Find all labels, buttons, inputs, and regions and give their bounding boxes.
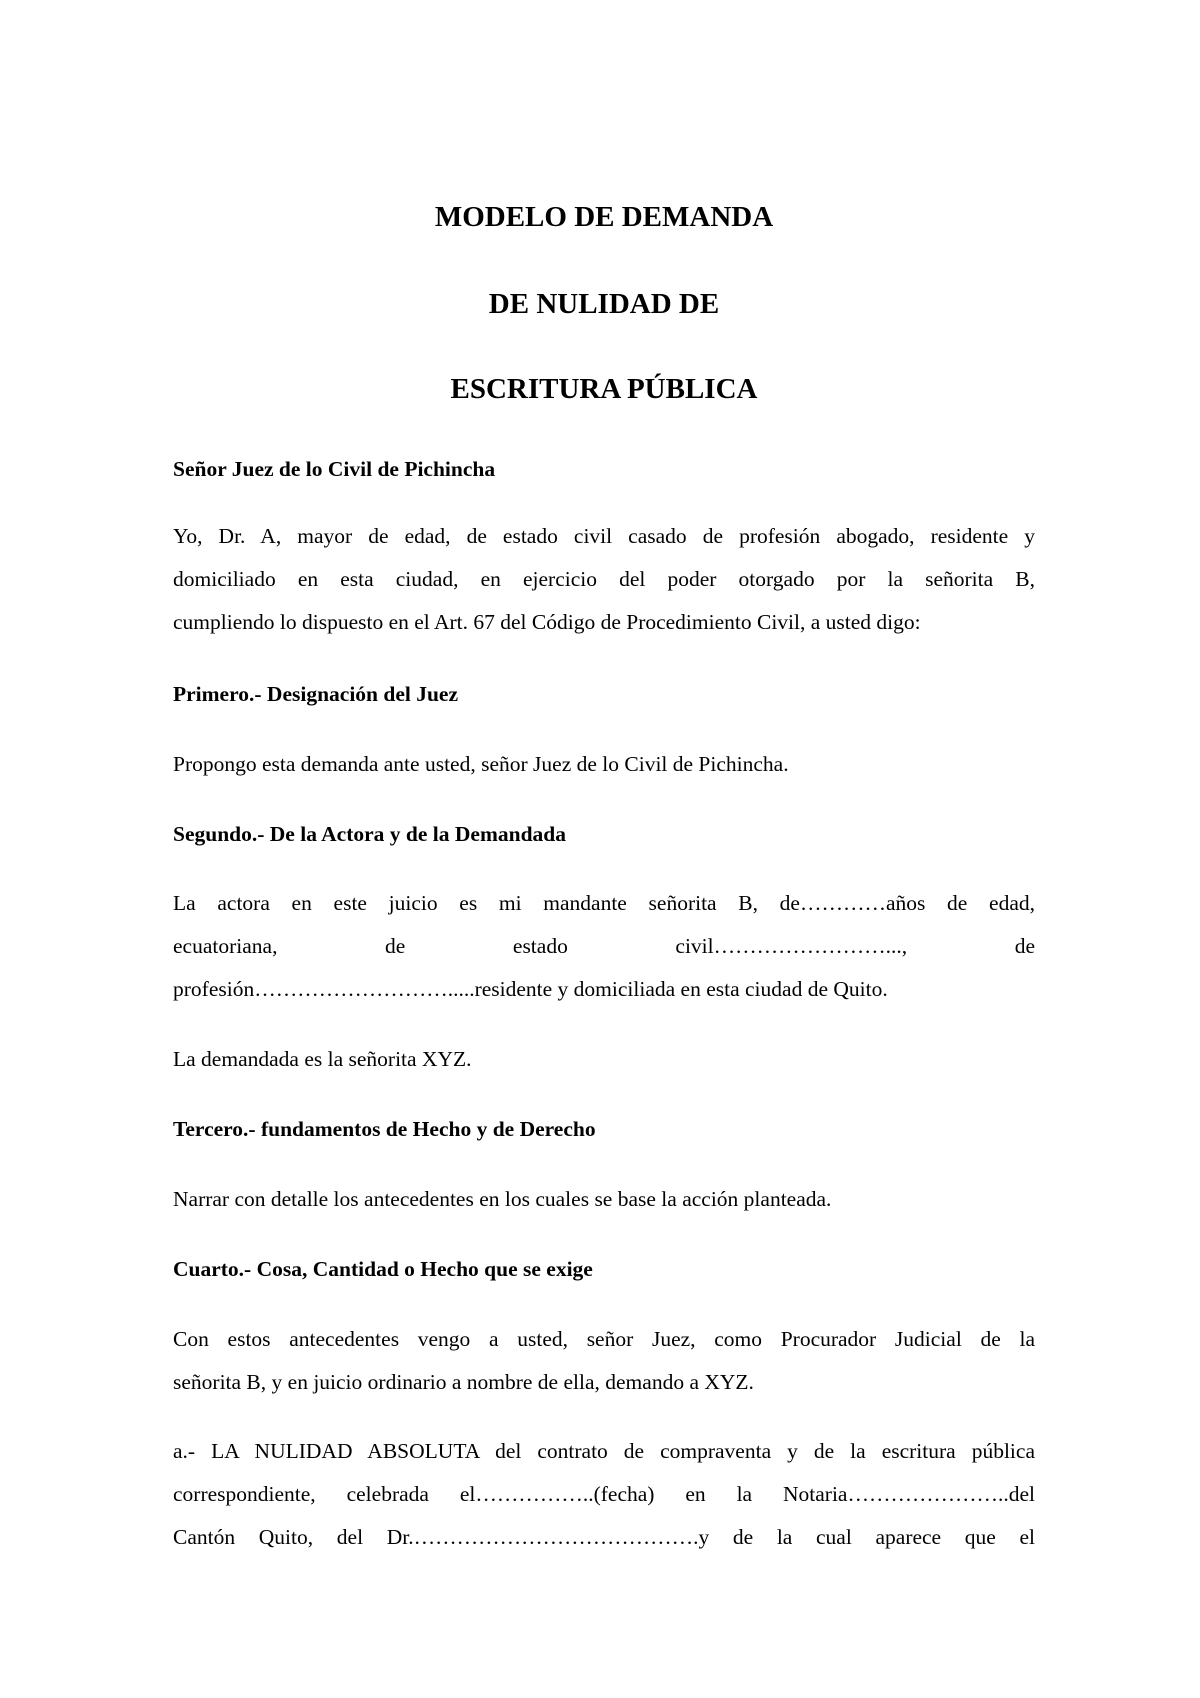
segundo-line: ecuatoriana, de estado civil……………………..., de	[173, 934, 1035, 958]
cuarto-line: señorita B, y en juicio ordinario a nombre de ella, demando a XYZ.	[173, 1370, 754, 1394]
document-title-line-1: MODELO DE DEMANDA	[434, 201, 774, 233]
section-primero-text: Propongo esta demanda ante usted, señor Juez de lo Civil de Pichincha.	[173, 752, 789, 776]
item-a-line: Cantón Quito, del Dr.………………………………….y de la cual aparece que el	[173, 1525, 1035, 1549]
intro-line: domiciliado en esta ciudad, en ejercicio del poder otorgado por la señorita B,	[173, 567, 1035, 591]
segundo-line: profesión……………………….....residente y domiciliada en esta ciudad de Quito.	[173, 977, 888, 1001]
document-title-line-3: ESCRITURA PÚBLICA	[450, 373, 758, 405]
section-cuarto-paragraph	[173, 1318, 1035, 1404]
document-page	[173, 0, 1035, 1698]
intro-paragraph	[173, 515, 1035, 644]
section-tercero-heading: Tercero.- fundamentos de Hecho y de Derecho	[173, 1117, 596, 1141]
intro-line: Yo, Dr. A, mayor de edad, de estado civil casado de profesión abogado, residente y	[173, 524, 1035, 548]
section-cuarto-heading: Cuarto.- Cosa, Cantidad o Hecho que se exige	[173, 1257, 593, 1281]
section-cuarto-item-a	[173, 1430, 1035, 1559]
section-segundo-heading: Segundo.- De la Actora y de la Demandada	[173, 822, 566, 846]
intro-line: cumpliendo lo dispuesto en el Art. 67 del Código de Procedimiento Civil, a usted digo:	[173, 610, 921, 634]
section-tercero-text: Narrar con detalle los antecedentes en los cuales se base la acción planteada.	[173, 1187, 832, 1211]
section-primero-heading: Primero.- Designación del Juez	[173, 682, 459, 706]
document-title-line-2: DE NULIDAD DE	[488, 288, 720, 320]
item-a-line: a.- LA NULIDAD ABSOLUTA del contrato de compraventa y de la escritura pública	[173, 1439, 1035, 1463]
section-segundo-demandada: La demandada es la señorita XYZ.	[173, 1047, 472, 1071]
segundo-line: La actora en este juicio es mi mandante señorita B, de…………años de edad,	[173, 891, 1035, 915]
addressee-heading: Señor Juez de lo Civil de Pichincha	[173, 457, 496, 481]
item-a-line: correspondiente, celebrada el……………..(fecha) en la Notaria…………………..del	[173, 1482, 1035, 1506]
cuarto-line: Con estos antecedentes vengo a usted, señor Juez, como Procurador Judicial de la	[173, 1327, 1035, 1351]
section-segundo-paragraph	[173, 882, 1035, 1011]
